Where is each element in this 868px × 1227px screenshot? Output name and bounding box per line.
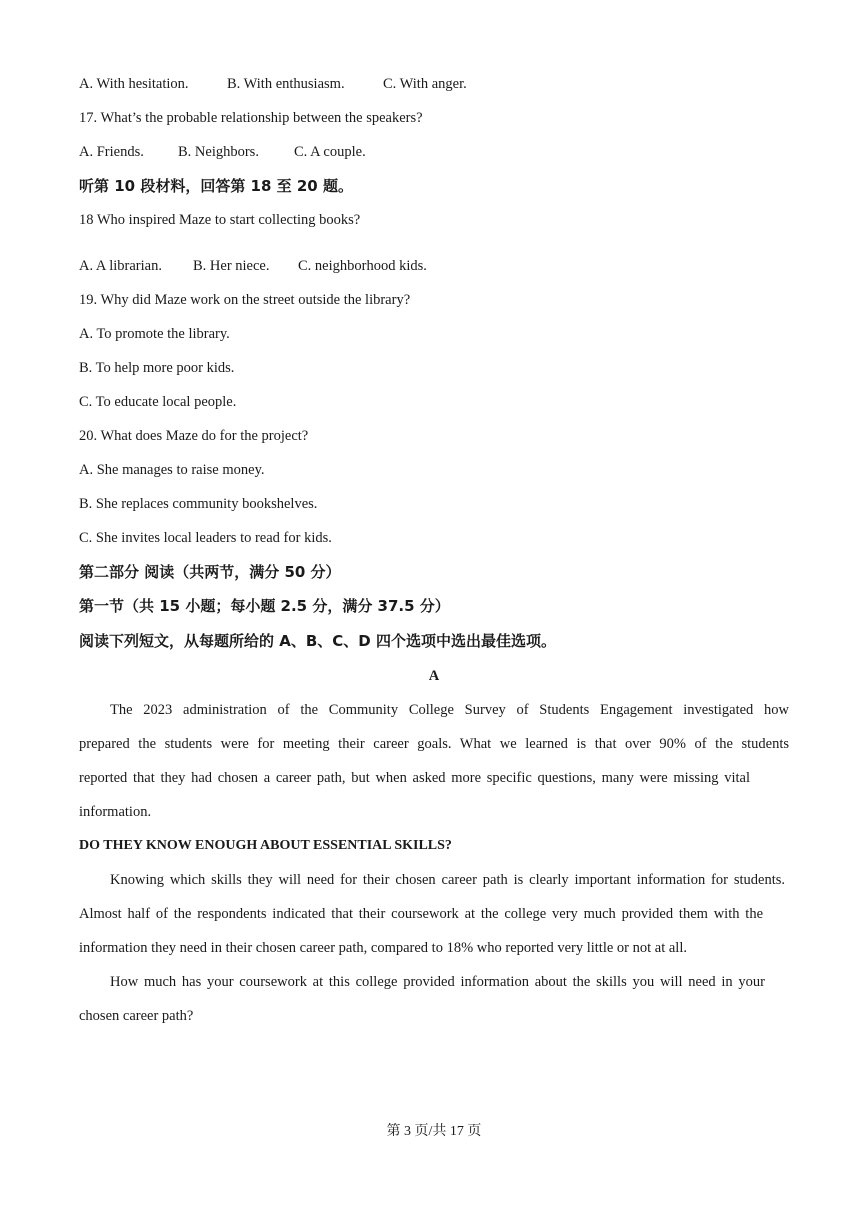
q20-option-a: A. She manages to raise money. <box>79 462 265 478</box>
reading-instruction: 阅读下列短文，从每题所给的 A、B、C、D 四个选项中选出最佳选项。 <box>79 632 556 650</box>
paragraph-3-line: chosen career path? <box>79 1008 194 1024</box>
page-footer: 第 3 页/共 17 页 <box>386 1124 482 1139</box>
q20-option-c: C. She invites local leaders to read for kids. <box>79 530 332 546</box>
section-subheading: DO THEY KNOW ENOUGH ABOUT ESSENTIAL SKILLS? <box>79 838 452 853</box>
q18-question: 18 Who inspired Maze to start collecting books? <box>79 212 361 228</box>
q19-question: 19. Why did Maze work on the street outside the library? <box>79 292 411 308</box>
paragraph-3 <box>79 965 765 1033</box>
q19-option-b: B. To help more poor kids. <box>79 360 235 376</box>
passage-label: A <box>428 668 440 684</box>
q19-option-a: A. To promote the library. <box>79 326 230 342</box>
q18-option-b: B. Her niece. <box>193 258 270 274</box>
q20-question: 20. What does Maze do for the project? <box>79 428 309 444</box>
q17-option-a: A. Friends. <box>79 144 144 160</box>
q16-options <box>79 75 467 93</box>
q16-option-b: B. With enthusiasm. <box>227 76 345 92</box>
paragraph-2-line: information they need in their chosen career path, compared to 18% who reported very little or not at all. <box>79 940 687 956</box>
paragraph-1-line: prepared the students were for meeting their career goals. What we learned is that over 90% of the students <box>79 736 789 752</box>
q18-option-a: A. A librarian. <box>79 258 162 274</box>
q17-question: 17. What’s the probable relationship between the speakers? <box>79 110 423 126</box>
q17-option-c: C. A couple. <box>294 144 366 160</box>
q18-options <box>79 257 427 275</box>
q18-option-c: C. neighborhood kids. <box>298 258 427 274</box>
paragraph-3-line: How much has your coursework at this college provided information about the skills you will need in your <box>110 974 765 990</box>
q19-option-c: C. To educate local people. <box>79 394 237 410</box>
q17-option-b: B. Neighbors. <box>178 144 259 160</box>
paragraph-1-line: reported that they had chosen a career path, but when asked more specific questions, many were missing vital <box>79 770 750 786</box>
q16-option-a: A. With hesitation. <box>79 76 189 92</box>
section1-heading: 第一节（共 15 小题；每小题 2.5 分，满分 37.5 分） <box>79 597 450 615</box>
q16-option-c: C. With anger. <box>383 76 467 92</box>
paragraph-1-line: information. <box>79 804 152 820</box>
part2-heading: 第二部分 阅读（共两节，满分 50 分） <box>79 563 341 581</box>
paragraph-1-line: The 2023 administration of the Community College Survey of Students Engagement investigated how <box>110 702 789 718</box>
paragraph-1 <box>79 693 789 829</box>
q20-option-b: B. She replaces community bookshelves. <box>79 496 318 512</box>
section10-heading: 听第 10 段材料，回答第 18 至 20 题。 <box>79 177 353 195</box>
q17-options <box>79 143 366 161</box>
paragraph-2-line: Knowing which skills they will need for their chosen career path is clearly important information for students. <box>110 872 785 888</box>
paragraph-2 <box>79 863 785 965</box>
paragraph-2-line: Almost half of the respondents indicated that their coursework at the college very much provided them with the <box>79 906 763 922</box>
